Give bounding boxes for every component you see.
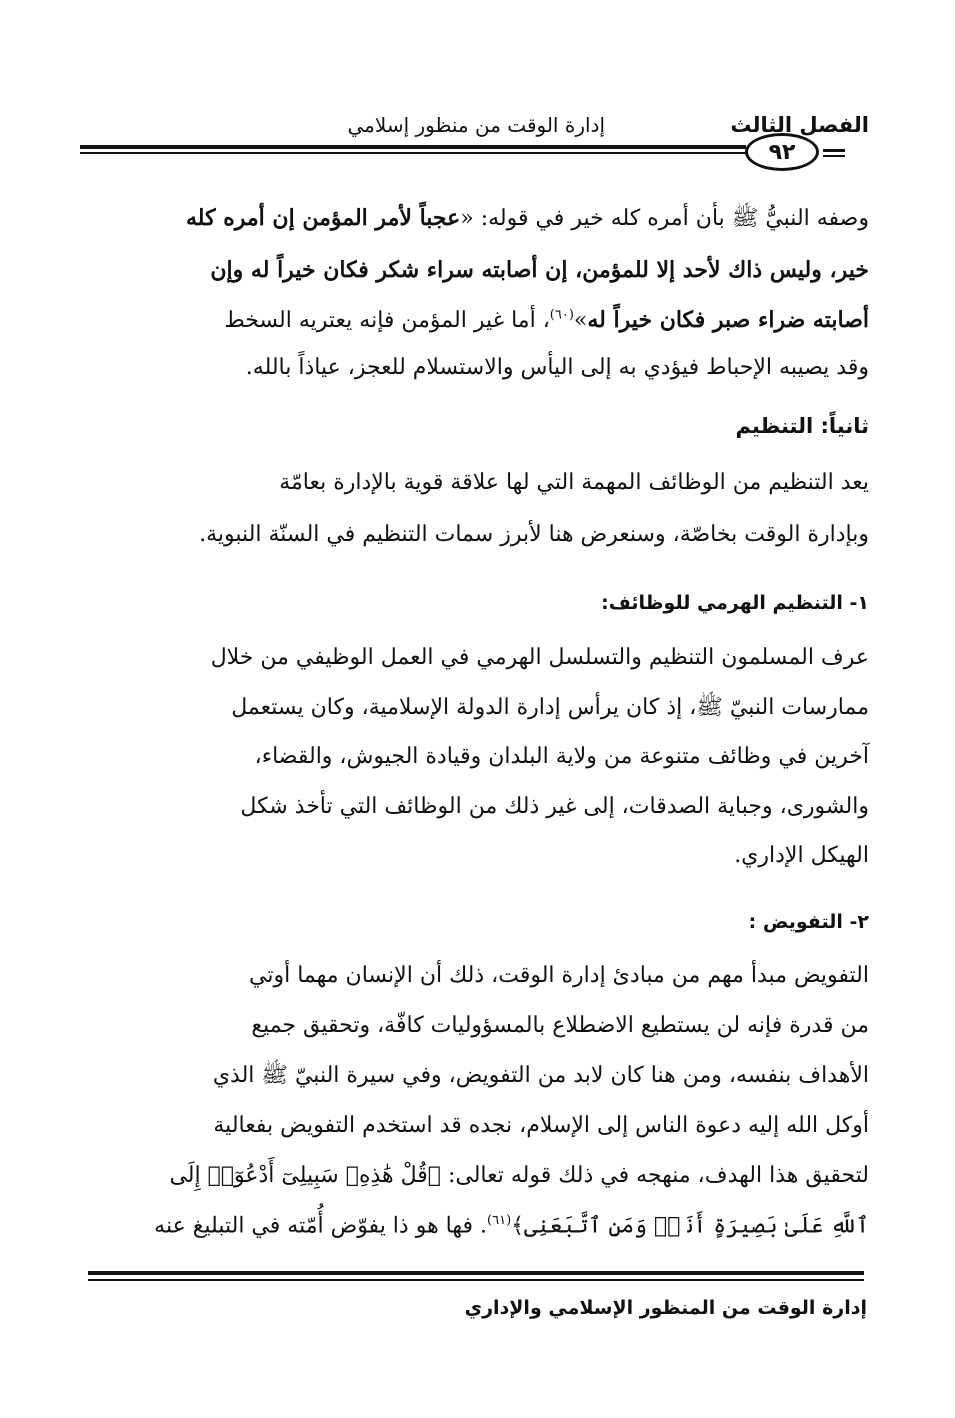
footer-book-title: إدارة الوقت من المنظور الإسلامي والإداري [464, 1297, 867, 1319]
page-number-dash-thin [823, 155, 845, 157]
section-title-organization: ثانياً: التنظيم [735, 414, 869, 438]
sub2-line-3: الأهداف بنفسه، ومن هنا كان لابد من التفويض، وفي سيرة النبيّ ﷺ الذي [212, 1063, 869, 1088]
para1-line-3 [224, 307, 869, 334]
quote-mark: » [573, 308, 588, 333]
running-book-title: إدارة الوقت من منظور إسلامي [347, 113, 605, 137]
sub1-line-5: الهيكل الإداري. [734, 843, 869, 868]
para1-line-2: خير، وليس ذاك لأحد إلا للمؤمن، إن أصابته سراء شكر فكان خيراً له وإن [210, 257, 869, 283]
subsection-title-delegation: ٢- التفويض : [748, 911, 869, 933]
sub1-line-4: والشورى، وجباية الصدقات، إلى غير ذلك من الوظائف التي تأخذ شكل [240, 794, 869, 819]
footnote-ref-61: (٦١) [487, 1213, 512, 1228]
sub1-line-1: عرف المسلمون التنظيم والتسلسل الهرمي في العمل الوظيفي من خلال [210, 645, 869, 670]
page-number: ٩٢ [768, 139, 796, 165]
sub1-line-3: آخرين في وظائف متنوعة من ولاية البلدان وقيادة الجيوش، والقضاء، [254, 744, 869, 769]
header-rule-thin [80, 152, 746, 154]
footer-rule-thick [88, 1271, 864, 1275]
text-run: . فها هو ذا يفوّض أُمّته في التبليغ عنه [154, 1213, 488, 1239]
text-run: وصفه النبيُّ ﷺ بأن أمره كله خير في قوله: « [460, 206, 869, 231]
sub2-line-2: من قدرة فإنه لن يستطيع الاضطلاع بالمسؤوليات كافّة، وتحقيق جميع [251, 1013, 869, 1038]
header-rule-thick [80, 145, 746, 149]
page-number-badge [745, 133, 819, 171]
running-chapter-title: الفصل الثالث [730, 113, 869, 137]
footnote-ref-60: (٦٠) [549, 307, 574, 323]
subsection-title-hierarchy: ١- التنظيم الهرمي للوظائف: [601, 592, 869, 614]
quran-verse: ٱللَّهِ عَلَىٰ بَصِيرَةٍ أَنَا۠ وَمَنِ ٱتَّبَعَنِى﴾ [511, 1213, 869, 1239]
sub2-line-6 [154, 1213, 869, 1240]
section2-line-2: وبإدارة الوقت بخاصّة، وسنعرض هنا لأبرز سمات التنظيم في السنّة النبوية. [199, 522, 869, 547]
sub2-line-1: التفويض مبدأ مهم من مبادئ إدارة الوقت، ذلك أن الإنسان مهما أوتي [249, 963, 869, 988]
sub1-line-2: ممارسات النبيّ ﷺ، إذ كان يرأس إدارة الدولة الإسلامية، وكان يستعمل [231, 695, 869, 720]
page-number-dash-thick [823, 149, 845, 152]
text-run: ، أما غير المؤمن فإنه يعتريه السخط [224, 308, 550, 333]
sub2-line-5: لتحقيق هذا الهدف، منهجه في ذلك قوله تعالى: ﴿قُلْ هَٰذِهِۦ سَبِيلِىٓ أَدْعُوٓا۟ إِلَى [169, 1163, 869, 1188]
para1-line-1 [186, 205, 869, 232]
sub2-line-4: أوكل الله إليه دعوة الناس إلى الإسلام، نجده قد استخدم التفويض بفعالية [213, 1113, 869, 1138]
section2-line-1: يعد التنظيم من الوظائف المهمة التي لها علاقة قوية بالإدارة بعامّة [279, 470, 869, 495]
footer-rule-thin [88, 1279, 864, 1281]
hadith-text: أصابته ضراء صبر فكان خيراً له [587, 307, 869, 333]
hadith-text: عجباً لأمر المؤمن إن أمره كله [185, 205, 461, 231]
para1-line-4: وقد يصيبه الإحباط فيؤدي به إلى اليأس والاستسلام للعجز، عياذاً بالله. [245, 355, 869, 380]
